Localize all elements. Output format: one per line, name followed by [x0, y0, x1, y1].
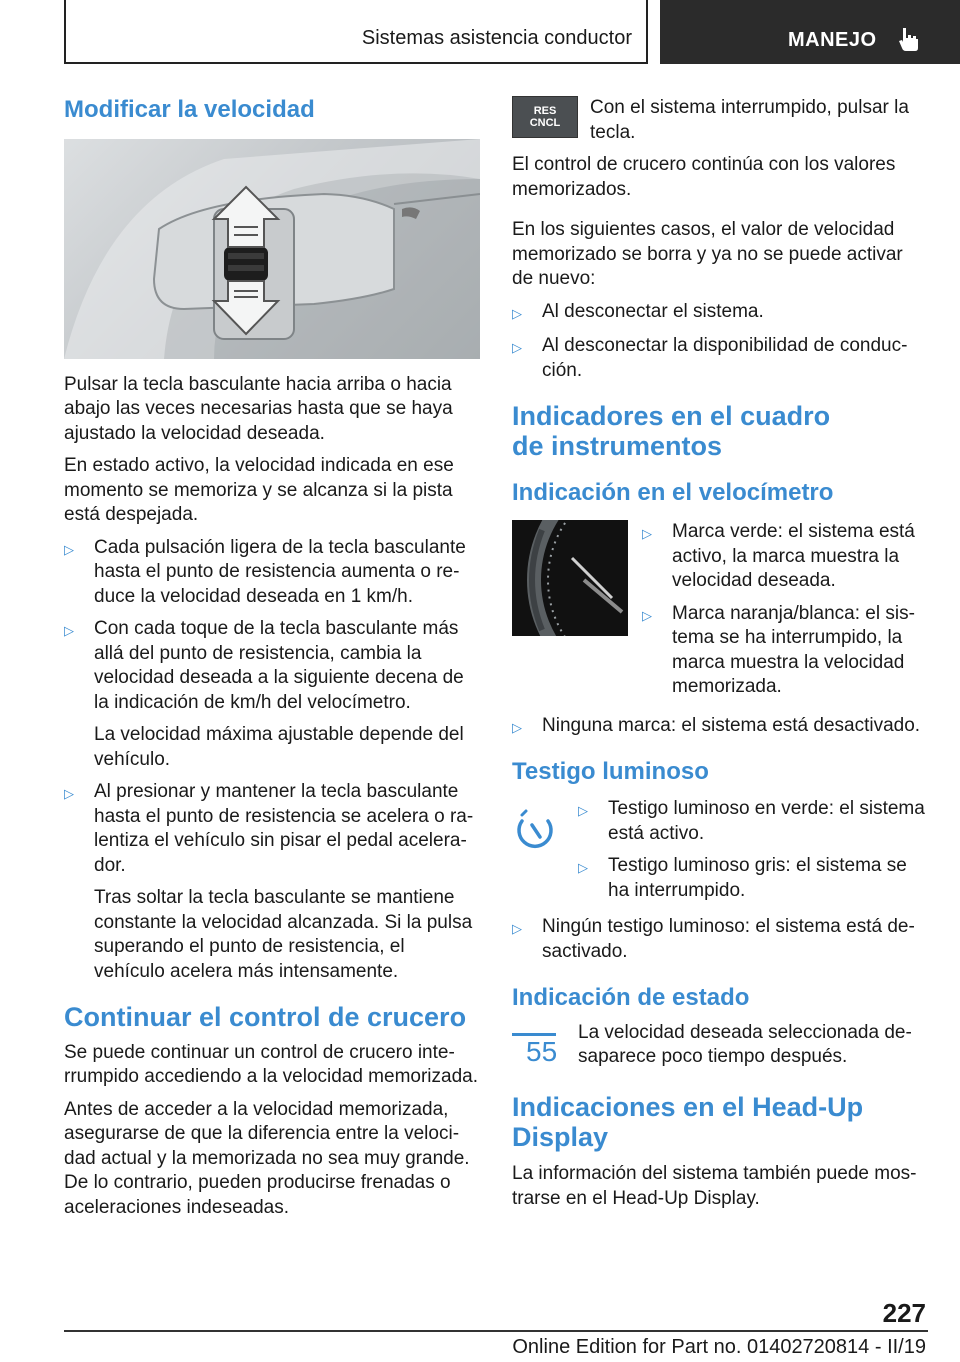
list-item [642, 520, 928, 594]
list-item [512, 300, 928, 327]
list-item [512, 915, 928, 964]
heading-indicacion-velocimetro: Indicación en el velocímetro [512, 479, 834, 507]
list-item [578, 797, 928, 846]
footer-edition: Online Edition for Part no. 01402720814 - II/19 [512, 1336, 926, 1358]
speed-status-number: 55 [526, 1035, 558, 1067]
header-chapter-title: MANEJO [788, 29, 877, 51]
heading-testigo-luminoso: Testigo luminoso [512, 758, 709, 786]
list-item [64, 780, 480, 878]
bullet-triangle-icon: ▷ [512, 719, 522, 735]
list-item-text: Testigo luminoso gris: el sistema se ha interrumpido. [608, 855, 907, 901]
steering-hand-icon [895, 26, 921, 52]
speedometer-list [642, 520, 928, 708]
heading-continuar-control: Continuar el control de crucero [64, 1002, 467, 1033]
heading-head-up-display: Indicaciones en el Head-Up Display [512, 1091, 864, 1153]
list-item [512, 714, 928, 741]
paragraph-estado: La velocidad deseada seleccionada desaparece poco tiempo después. [578, 1021, 912, 1068]
bullet-triangle-icon: ▷ [64, 541, 74, 557]
bullet-triangle-icon: ▷ [512, 340, 522, 355]
list-item [64, 536, 480, 610]
list-item-text: Cada pulsación ligera de la tecla basculante hasta el punto de resistencia aumenta o reduce la velocidad deseada en 1 km/h. [94, 536, 466, 607]
list-item-text: Ningún testigo luminoso: el sistema está desactivado. [542, 916, 915, 962]
paragraph-antes-acceder: Antes de acceder a la velocidad memorizada, asegurarse de que la diferencia entre la velocidad actual y la memorizada no sea muy grande. De lo contrario, pueden producirse frenadas o aceleraciones indeseadas. [64, 1098, 470, 1218]
header-section-title: Sistemas asistencia conductor [361, 27, 632, 49]
list-item-text: Ninguna marca: el sistema está desactivado. [542, 714, 921, 736]
left-column [64, 96, 480, 1228]
heading-indicadores-cuadro: Indicadores en el cuadro de instrumentos [512, 401, 831, 462]
paragraph-continuar: Se puede continuar un control de crucero interrumpido accediendo a la velocidad memorizada. [64, 1041, 479, 1088]
cruise-control-icon [512, 797, 578, 911]
paragraph-casos: En los siguientes casos, el valor de velocidad memorizado se borra y ya no se puede activar de nuevo: [512, 219, 903, 289]
footer-divider [64, 1330, 928, 1332]
list-item-text: Marca verde: el sistema está activo, la marca muestra la velocidad deseada. [672, 521, 915, 592]
list-item [578, 854, 928, 903]
speedometer-photo [512, 520, 628, 636]
list-item [64, 617, 480, 715]
steering-wheel-rocker-photo [64, 139, 480, 359]
list-item-text: Con cada toque de la tecla basculante más allá del punto de resistencia, cambia la velocidad deseada a la siguiente decena de la indicación de km/h del velocímetro. [94, 618, 464, 713]
bullet-triangle-icon: ▷ [642, 607, 652, 623]
bullet-triangle-icon: ▷ [642, 526, 652, 542]
paragraph-continua-valores: El control de crucero continúa con los valores memorizados. [512, 154, 896, 200]
list-item-text: Al desconectar la disponibilidad de conducción. [542, 335, 908, 381]
right-column [512, 96, 928, 1219]
paragraph-res-cncl: Con el sistema interrumpido, pulsar la tecla. [590, 97, 909, 143]
speed-status-icon [512, 1021, 578, 1070]
bullet-triangle-icon: ▷ [64, 786, 74, 802]
list-item-text: Marca naranja/blanca: el sistema se ha interrumpido, la marca muestra la velocidad memorizada. [672, 602, 915, 698]
paragraph-pulsar-tecla: Pulsar la tecla basculante hacia arriba o hacia abajo las veces necesarias hasta que se haya ajustado la velocidad deseada. [64, 373, 453, 444]
bullet-triangle-icon: ▷ [64, 623, 74, 639]
bullet-triangle-icon: ▷ [578, 803, 588, 819]
res-cncl-label-top: RES [533, 105, 557, 117]
page-number: 227 [882, 1298, 926, 1328]
res-cncl-button-icon [512, 96, 578, 138]
paragraph-head-up: La información del sistema también puede mostrarse en el Head-Up Display. [512, 1163, 917, 1209]
list-item-text: Al desconectar el sistema. [542, 300, 764, 322]
header-chapter-tab [660, 0, 960, 64]
bullet-triangle-icon: ▷ [512, 305, 522, 321]
heading-indicacion-estado: Indicación de estado [512, 984, 750, 1012]
header-section-tab [64, 0, 648, 64]
list-item [512, 334, 928, 383]
bullet-triangle-icon: ▷ [578, 860, 588, 876]
list-item-text: Al presionar y mantener la tecla basculante hasta el punto de resistencia se acelera o ralentiza el vehículo sin pisar el pedal acelerador. [94, 781, 474, 876]
speedometer-row [512, 520, 928, 708]
res-cncl-row [512, 96, 928, 145]
testigo-row [512, 797, 928, 911]
heading-modificar-velocidad: Modificar la velocidad [64, 96, 315, 123]
res-cncl-label-bottom: CNCL [529, 117, 561, 129]
bullet-triangle-icon: ▷ [512, 921, 522, 937]
list-item-text: Testigo luminoso en verde: el sistema está activo. [608, 798, 925, 844]
estado-row [512, 1021, 928, 1070]
testigo-list [578, 797, 928, 911]
paragraph-estado-activo: En estado activo, la velocidad indicada en ese momento se memoriza y se alcanza si la pista está despejada. [64, 455, 454, 526]
list-item-note: Tras soltar la tecla basculante se mantiene constante la velocidad alcanzada. Si la pulsa superando el punto de resistencia, el vehículo acelera más intensamente. [94, 887, 473, 982]
list-item-note: La velocidad máxima ajustable depende del vehículo. [94, 724, 464, 770]
list-item [642, 602, 928, 700]
